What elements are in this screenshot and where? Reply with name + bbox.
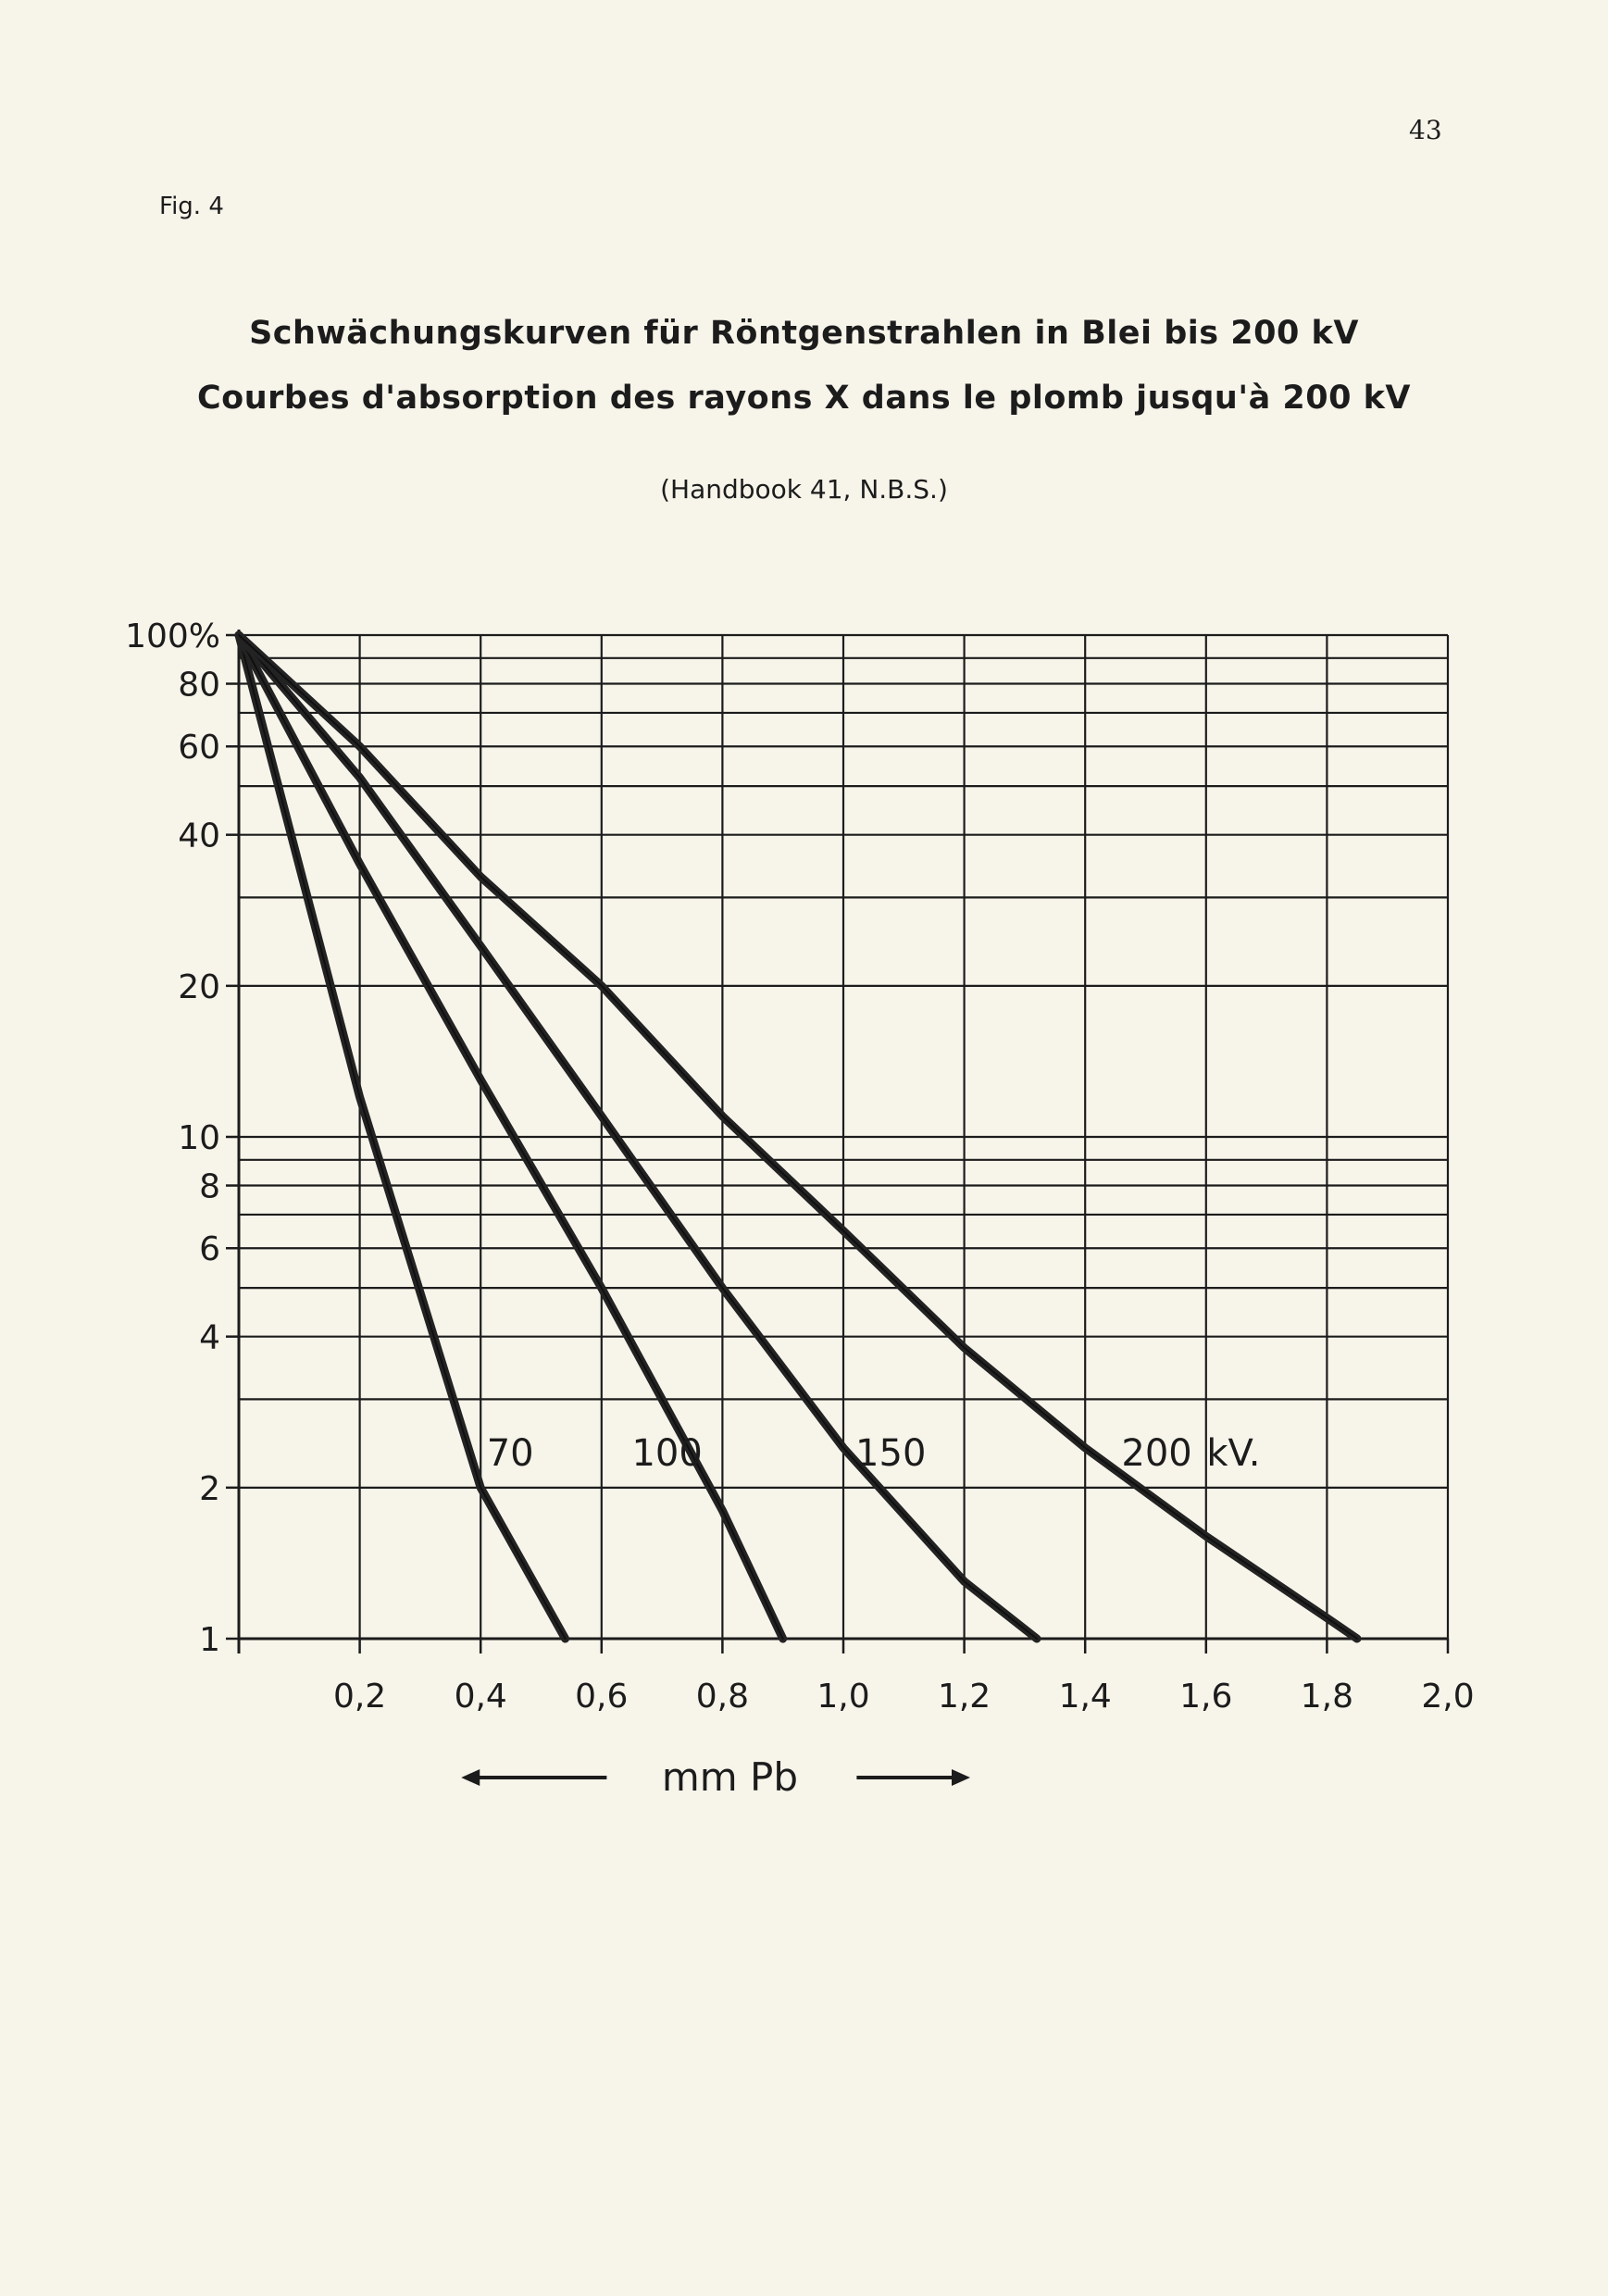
x-tick-label: 1,6: [1179, 1678, 1233, 1716]
curve-label-100: 100: [631, 1431, 703, 1475]
chart-axes: [226, 630, 1448, 1653]
y-tick-label: 80: [178, 666, 220, 705]
y-tick-label: 40: [178, 817, 220, 855]
curve-label-150: 150: [855, 1431, 927, 1475]
arrow-right-head: [952, 1769, 970, 1786]
x-tick-label: 0,6: [575, 1678, 629, 1716]
y-tick-label: 6: [199, 1230, 220, 1269]
chart-title-french: Courbes d'absorption des rayons X dans le plomb jusqu'à 200 kV: [197, 380, 1411, 417]
y-tick-label: 2: [199, 1469, 220, 1508]
curve-label-200: 200: [1121, 1431, 1192, 1475]
x-tick-label: 0,8: [695, 1678, 750, 1716]
chart-source: (Handbook 41, N.B.S.): [660, 474, 948, 505]
chart-grid: [239, 635, 1448, 1639]
x-axis-unit-label: mm Pb: [661, 1754, 798, 1800]
chart-title-german: Schwächungskurven für Röntgenstrahlen in Blei bis 200 kV: [249, 315, 1359, 352]
y-tick-label: 4: [199, 1318, 220, 1357]
x-tick-label: 1,4: [1058, 1678, 1112, 1716]
x-tick-label: 1,0: [816, 1678, 870, 1716]
x-tick-label: 1,8: [1300, 1678, 1354, 1716]
y-tick-label: 60: [178, 729, 220, 767]
page-number: 43: [1409, 115, 1442, 145]
x-tick-label: 1,2: [937, 1678, 991, 1716]
curve-label-70: 70: [486, 1431, 534, 1475]
y-tick-label: 1: [199, 1621, 220, 1659]
figure-label: Fig. 4: [159, 193, 224, 220]
y-tick-label: 10: [178, 1119, 220, 1157]
series-unit-label: kV.: [1206, 1431, 1261, 1475]
y-tick-label: 20: [178, 967, 220, 1006]
x-tick-label: 0,2: [332, 1678, 387, 1716]
y-tick-label: 8: [199, 1167, 220, 1206]
y-tick-label: 100%: [125, 618, 220, 655]
x-tick-label: 0,4: [454, 1678, 507, 1716]
x-tick-label: 2,0: [1421, 1678, 1475, 1716]
arrow-left-head: [461, 1769, 480, 1786]
